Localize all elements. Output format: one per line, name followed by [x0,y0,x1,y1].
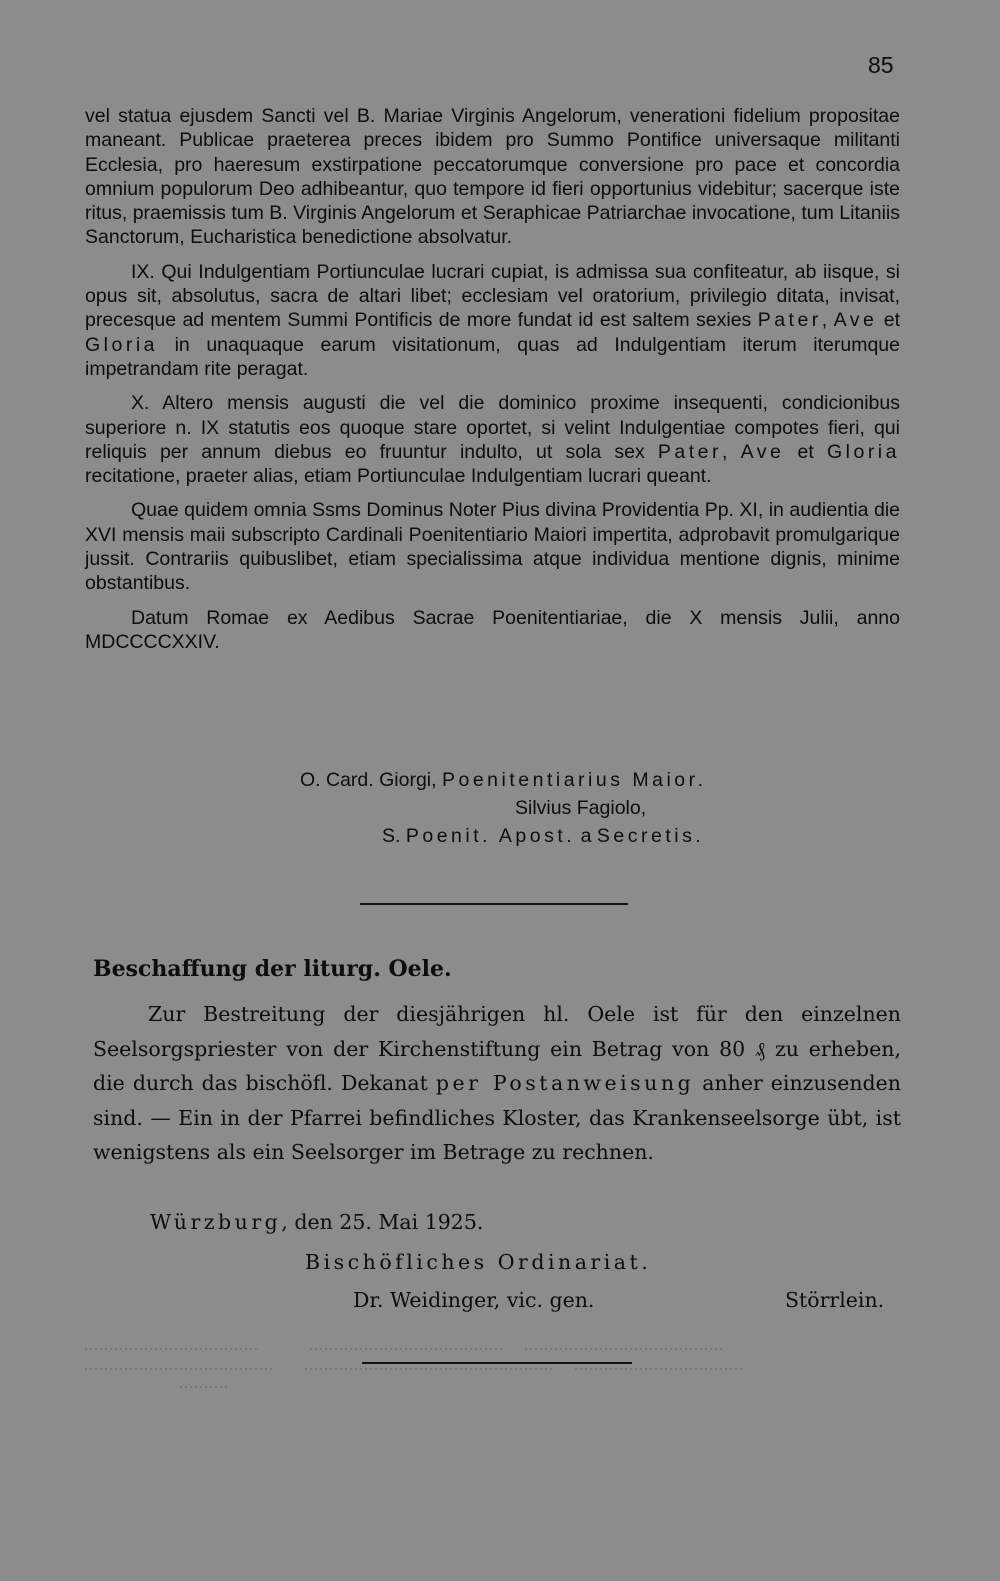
german-notice [93,997,901,1170]
section-divider [360,903,628,905]
german-paragraph: Zur Bestreitung der diesjährigen hl. Oele ist für den einzelnen Seelsorgspriester von der Kirchenstiftung ein Betrag von 80 ₰ zu erheben, die durch das bischöfl. Dekanat per Postanweisung anher einzusenden sind. — Ein in der Pfarrei befindliches Kloster, das Krankenseelsorge übt, ist wenigstens als ein Seelsorger im Betrage zu rechnen. [93,1002,901,1164]
signature-office: S. Poenit. Apost. a Secretis. [382,825,705,847]
latin-decree [85,104,900,654]
bottom-rule [362,1362,632,1364]
paragraph-ix: IX. Qui Indulgentiam Portiunculae lucrari cupiat, is admissa sua confiteatur, ab iisque, si opus sit, absolutus, sacra de altari libet; ecclesiam vel oratorium, privilegio ditata, invisat, precesque ad mentem Summi Pontificis de more fundat id est saltem sexies Pater, Ave et Gloria in unaquaque earum visitationum, quas ad Indulgentiam iterum iterumque impetrandam rite peragat. [85,260,901,380]
signature-secretary: Silvius Fagiolo, [515,797,647,819]
paragraph-quae: Quae quidem omnia Ssms Dominus Noter Pius divina Providentia Pp. XI, in audientia die XVI mensis maii subscripto Cardinali Poenitentiario Maiori impertita, adprobavit promulgarique jussit. Contrariis quibuslibet, etiam specialissima atque individua mentione dignis, minime obstantibus. [85,499,900,595]
german-signer-second: Störrlein. [785,1288,885,1312]
paragraph-datum: Datum Romae ex Aedibus Sacrae Poenitentiariae, die X mensis Julii, anno MDCCCCXXIV. [85,606,900,653]
german-signer-vicar: Dr. Weidinger, vic. gen. [353,1288,595,1312]
german-office: Bischöfliches Ordinariat. [305,1250,652,1274]
signature-cardinal: O. Card. Giorgi, Poenitentiarius Maior. [300,769,707,791]
german-dateline: Würzburg, den 25. Mai 1925. [150,1210,484,1234]
page-number: 85 [868,52,894,78]
intro-paragraph: vel statua ejusdem Sancti vel B. Mariae Virginis Angelorum, venerationi fidelium propositae maneant. Publicae praeterea preces ibidem pro Summo Pontifice universaque militanti Ecclesia, pro haeresum exstirpatione peccatorumque conversione pro pace et concordia omnium populorum Deo adhibeantur, quo tempore id fieri opportunius videbitur; sacerque iste ritus, praemissis tum B. Virginis Angelorum et Seraphicae Patriarchae invocatione, tum Litaniis Sanctorum, Eucharistica benedictione absolvatur. [85,105,900,249]
section-heading: Beschaffung der liturg. Oele. [93,956,452,982]
bleed-through-text [85,1335,765,1395]
paragraph-x: X. Altero mensis augusti die vel die dominico proxime insequenti, condicionibus superiore n. IX statutis eos quoque stare oportet, si velint Indulgentiae compotes fieri, qui reliquis per annum diebus eo fruuntur indulto, ut sola sex Pater, Ave et Gloria recitatione, praeter alias, etiam Portiunculae Indulgentiam lucrari queant. [85,392,900,488]
